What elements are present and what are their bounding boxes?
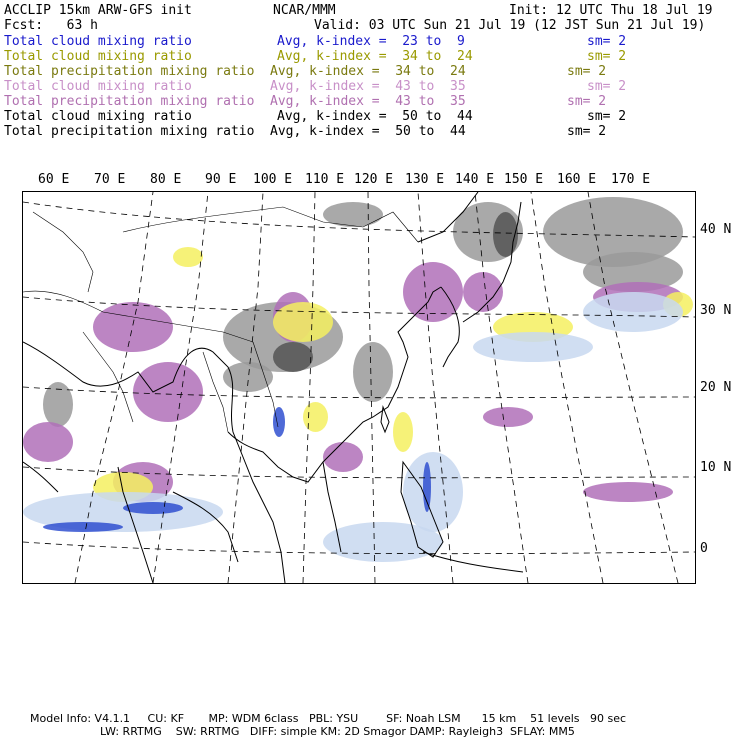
legend-field-name: Total precipitation mixing ratio (4, 64, 255, 79)
map-panel (22, 191, 696, 584)
longitude-label: 160 E (557, 172, 597, 187)
field-patch (123, 502, 183, 514)
field-patch (223, 362, 273, 392)
legend-smoothing: sm= 2 (587, 109, 627, 124)
field-patch (473, 332, 593, 362)
field-patch (173, 247, 203, 267)
legend-smoothing: sm= 2 (587, 49, 627, 64)
longitude-label: 120 E (354, 172, 394, 187)
organization: NCAR/MMM (273, 3, 336, 18)
legend-avg-range: Avg, k-index = 34 to 24 (270, 64, 466, 79)
field-patch (23, 422, 73, 462)
field-patch (93, 302, 173, 352)
latitude-label: 0 (700, 541, 708, 556)
field-patch (353, 342, 393, 402)
legend-avg-range: Avg, k-index = 43 to 35 (270, 79, 466, 94)
longitude-label: 60 E (38, 172, 70, 187)
latitude-label: 40 N (700, 222, 732, 237)
field-patch (273, 302, 333, 342)
legend-field-name: Total cloud mixing ratio (4, 109, 192, 124)
longitude-label: 140 E (455, 172, 495, 187)
longitude-label: 80 E (150, 172, 182, 187)
field-patch (463, 272, 503, 312)
longitude-label: 130 E (405, 172, 445, 187)
field-patch (43, 522, 123, 532)
legend-field-name: Total precipitation mixing ratio (4, 124, 255, 139)
longitude-label: 170 E (611, 172, 651, 187)
field-patch (583, 482, 673, 502)
init-time: Init: 12 UTC Thu 18 Jul 19 (509, 3, 713, 18)
run-title: ACCLIP 15km ARW-GFS init (4, 3, 192, 18)
longitude-label: 70 E (94, 172, 126, 187)
legend-field-name: Total precipitation mixing ratio (4, 94, 255, 109)
field-patch (403, 452, 463, 532)
legend-field-name: Total cloud mixing ratio (4, 34, 192, 49)
legend-avg-range: Avg, k-index = 23 to 9 (277, 34, 465, 49)
field-patch (323, 522, 443, 562)
model-info-line2: LW: RRTMG SW: RRTMG DIFF: simple KM: 2D Smagor DAMP: Rayleigh3 SFLAY: MM5 (100, 725, 575, 738)
legend-smoothing: sm= 2 (587, 79, 627, 94)
longitude-label: 110 E (305, 172, 345, 187)
legend-smoothing: sm= 2 (587, 34, 627, 49)
legend-avg-range: Avg, k-index = 50 to 44 (277, 109, 473, 124)
latitude-label: 30 N (700, 303, 732, 318)
legend-smoothing: sm= 2 (567, 64, 607, 79)
latitude-label: 20 N (700, 380, 732, 395)
latitude-label: 10 N (700, 460, 732, 475)
field-patch (133, 362, 203, 422)
longitude-label: 100 E (253, 172, 293, 187)
field-patch (323, 442, 363, 472)
field-patch (393, 412, 413, 452)
field-patch (493, 212, 518, 257)
legend-smoothing: sm= 2 (567, 94, 607, 109)
forecast-hour: Fcst: 63 h (4, 18, 98, 33)
forecast-map (23, 192, 695, 583)
longitude-label: 90 E (205, 172, 237, 187)
valid-time: Valid: 03 UTC Sun 21 Jul 19 (12 JST Sun 21 Jul 19) (314, 18, 706, 33)
legend-field-name: Total cloud mixing ratio (4, 49, 192, 64)
field-patch (483, 407, 533, 427)
legend-avg-range: Avg, k-index = 34 to 24 (277, 49, 473, 64)
legend-avg-range: Avg, k-index = 43 to 35 (270, 94, 466, 109)
longitude-label: 150 E (504, 172, 544, 187)
legend-field-name: Total cloud mixing ratio (4, 79, 192, 94)
field-patch (273, 342, 313, 372)
field-patch (303, 402, 328, 432)
legend-avg-range: Avg, k-index = 50 to 44 (270, 124, 466, 139)
field-patch (423, 462, 431, 512)
field-patch (583, 292, 683, 332)
model-info-line1: Model Info: V4.1.1 CU: KF MP: WDM 6class PBL: YSU SF: Noah LSM 15 km 51 levels 90 sec (30, 712, 627, 725)
legend-smoothing: sm= 2 (567, 124, 607, 139)
